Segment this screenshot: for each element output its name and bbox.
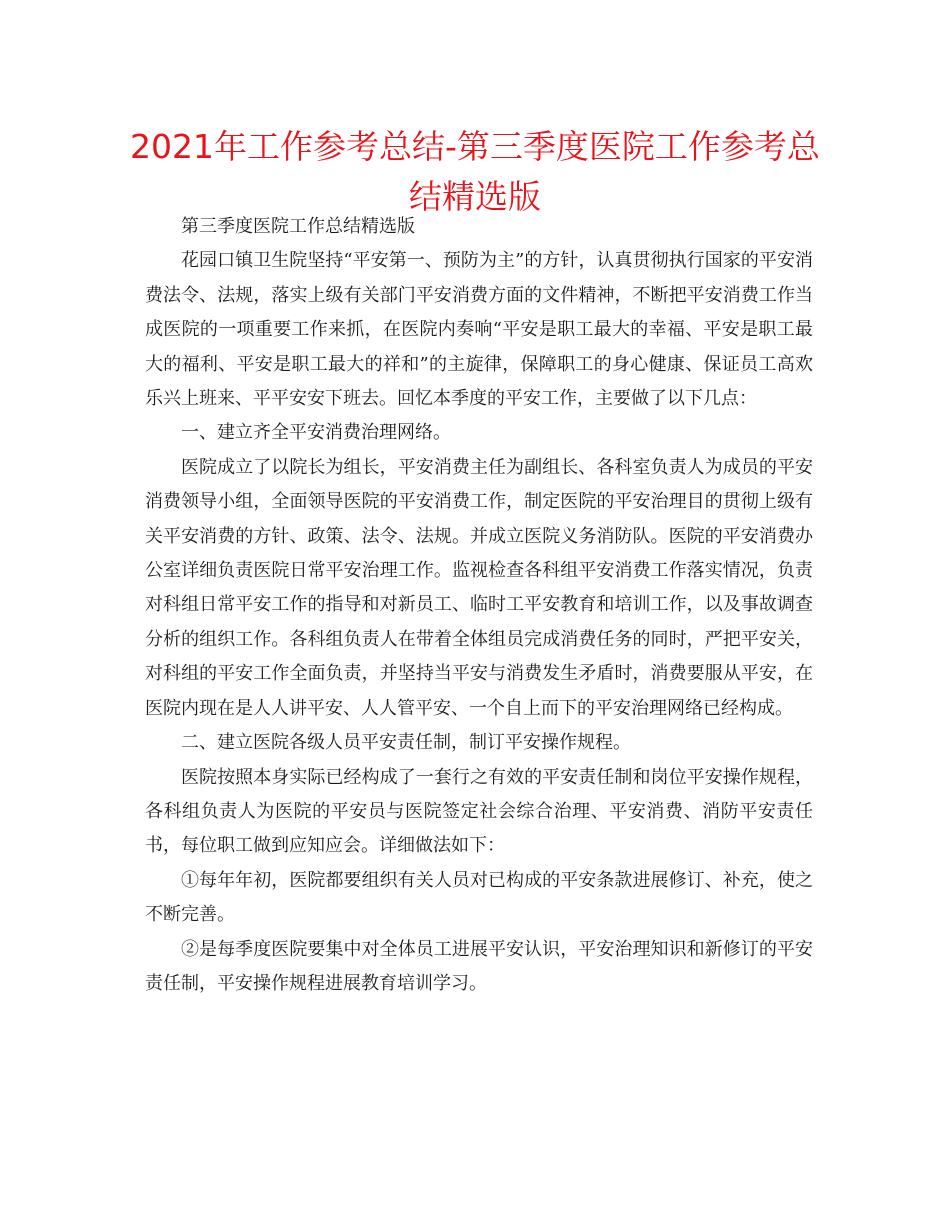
section-2-paragraph: 医院按照本身实际已经构成了一套行之有效的平安责任制和岗位平安操作规程，各科组负责人为医院的平安员与医院签定社会综合治理、平安消费、消防平安责任书，每位职工做到应知应会。详细做法如下： bbox=[145, 766, 813, 857]
section-heading-1: 一、建立齐全平安消费治理网络。 bbox=[181, 422, 451, 444]
document-body bbox=[145, 210, 813, 1001]
section-heading-2: 二、建立医院各级人员平安责任制，制订平安操作规程。 bbox=[181, 732, 631, 754]
subtitle-paragraph: 第三季度医院工作总结精选版 bbox=[181, 216, 415, 237]
list-item-1: ①每年年初，医院都要组织有关人员对已构成的平安条款进展修订、补充，使之不断完善。 bbox=[145, 869, 813, 926]
list-item-2: ②是每季度医院要集中对全体员工进展平安认识，平安治理知识和新修订的平安责任制，平安操作规程进展教育培训学习。 bbox=[145, 938, 813, 994]
document-title: 2021年工作参考总结-第三季度医院工作参考总结精选版 bbox=[130, 127, 820, 216]
section-1-paragraph: 医院成立了以院长为组长，平安消费主任为副组长、各科室负责人为成员的平安消费领导小组，全面领导医院的平安消费工作，制定医院的平安治理目的贯彻上级有关平安消费的方针、政策、法令、法规。并成立医院义务消防队。医院的平安消费办公室详细负责医院日常平安治理工作。监视检查各科组平安消费工作落实情况，负责对科组日常平安工作的指导和对新员工、临时工平安教育和培训工作，以及事故调查分析的组织工作。各科组负责人在带着全体组员完成消费任务的同时，严把平安关，对科组的平安工作全面负责，并坚持当平安与消费发生矛盾时，消费要服从平安，在医院内现在是人人讲平安、人人管平安、一个自上而下的平安治理网络已经构成。 bbox=[145, 456, 813, 719]
intro-paragraph: 花园口镇卫生院坚持“平安第一、预防为主”的方针，认真贯彻执行国家的平安消费法令、法规，落实上级有关部门平安消费方面的文件精神，不断把平安消费工作当成医院的一项重要工作来抓，在医院内奏响“平安是职工最大的幸福、平安是职工最大的福利、平安是职工最大的祥和”的主旋律，保障职工的身心健康、保证员工高欢乐兴上班来、平平安安下班去。回忆本季度的平安工作，主要做了以下几点： bbox=[145, 250, 813, 410]
